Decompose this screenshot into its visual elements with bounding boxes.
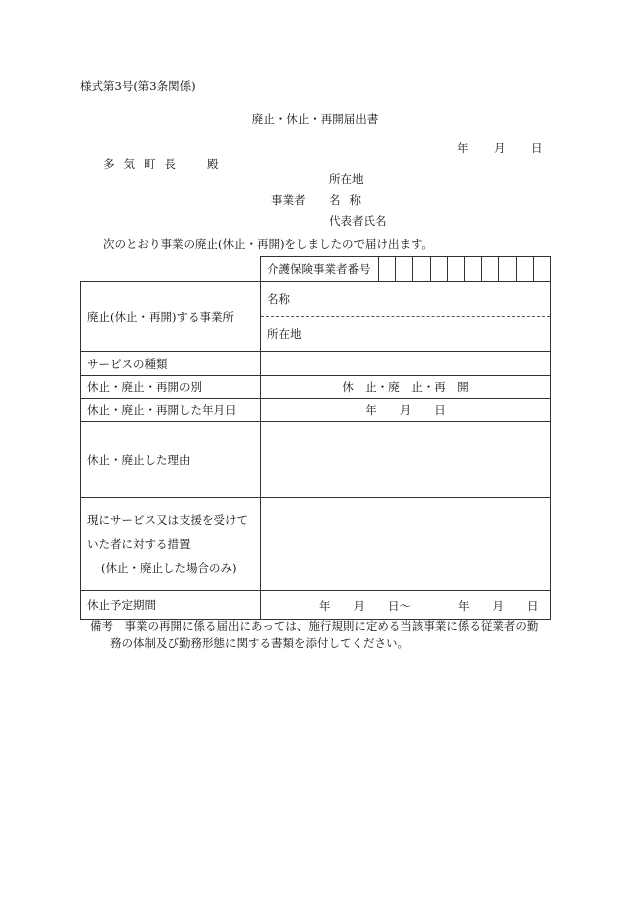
category-options[interactable]: 休 止・廃 止・再 開 (261, 376, 551, 399)
insurer-number-digit[interactable] (465, 257, 482, 281)
insurer-number-digit[interactable] (499, 257, 516, 281)
office-address-label: 所在地 (267, 327, 302, 341)
reason-label: 休止・廃止した理由 (81, 422, 261, 498)
service-type-field[interactable] (261, 352, 551, 376)
applicant-address-label: 所在地 (329, 172, 364, 186)
reason-field[interactable] (261, 422, 551, 498)
date-day: 日 (531, 141, 543, 155)
intro-text: 次のとおり事業の廃止(休止・再開)をしましたので届け出ます。 (103, 237, 434, 251)
office-name-field[interactable] (261, 282, 550, 317)
insurer-number-digit[interactable] (396, 257, 413, 281)
remarks-line: 備考 事業の再開に係る届出にあっては、施行規則に定める当該事業に係る従業者の勤 (90, 619, 539, 633)
insurer-number-digit[interactable] (431, 257, 448, 281)
insurer-number-digit[interactable] (448, 257, 465, 281)
date-year: 年 (457, 141, 469, 155)
insurer-number-label: 介護保険事業者番号 (261, 257, 379, 281)
measures-label-line: いた者に対する措置 (87, 537, 191, 551)
insurer-number-digit[interactable] (517, 257, 534, 281)
category-label: 休止・廃止・再開の別 (81, 376, 261, 399)
addressee-suffix: 殿 (207, 157, 219, 171)
office-label: 廃止(休止・再開)する事業所 (81, 282, 261, 352)
measures-label-note: (休止・廃止した場合のみ) (101, 561, 237, 575)
form-number: 様式第3号(第3条関係) (80, 79, 196, 93)
remarks-line: 務の体制及び勤務形態に関する書類を添付してください。 (110, 636, 409, 650)
notification-table (80, 256, 551, 620)
insurer-number-digit[interactable] (482, 257, 499, 281)
insurer-number-digit[interactable] (379, 257, 396, 281)
period-label: 休止予定期間 (81, 591, 261, 620)
period-field[interactable] (261, 591, 551, 620)
addressee: 多気町長 (103, 157, 185, 171)
insurer-number-digit[interactable] (413, 257, 430, 281)
period-start: 年 月 日〜 (319, 599, 411, 613)
office-address-field[interactable] (261, 317, 550, 351)
date-month: 月 (494, 141, 506, 155)
date-label: 休止・廃止・再開した年月日 (81, 399, 261, 422)
period-end: 年 月 日 (458, 599, 539, 613)
document-title: 廃止・休止・再開届出書 (251, 112, 379, 126)
applicant-rep-label: 代表者氏名 (329, 214, 387, 228)
applicant-name-label: 名称 (329, 193, 370, 207)
office-name-label: 名称 (267, 292, 290, 306)
remarks-note (90, 618, 560, 652)
applicant-role-label: 事業者 (271, 193, 306, 207)
measures-label (81, 498, 261, 591)
date-field[interactable]: 年 月 日 (261, 399, 551, 422)
measures-label-line: 現にサービス又は支援を受けて (87, 513, 248, 527)
insurer-number-digit[interactable] (534, 257, 550, 281)
measures-field[interactable] (261, 498, 551, 591)
service-type-label: サービスの種類 (81, 352, 261, 376)
